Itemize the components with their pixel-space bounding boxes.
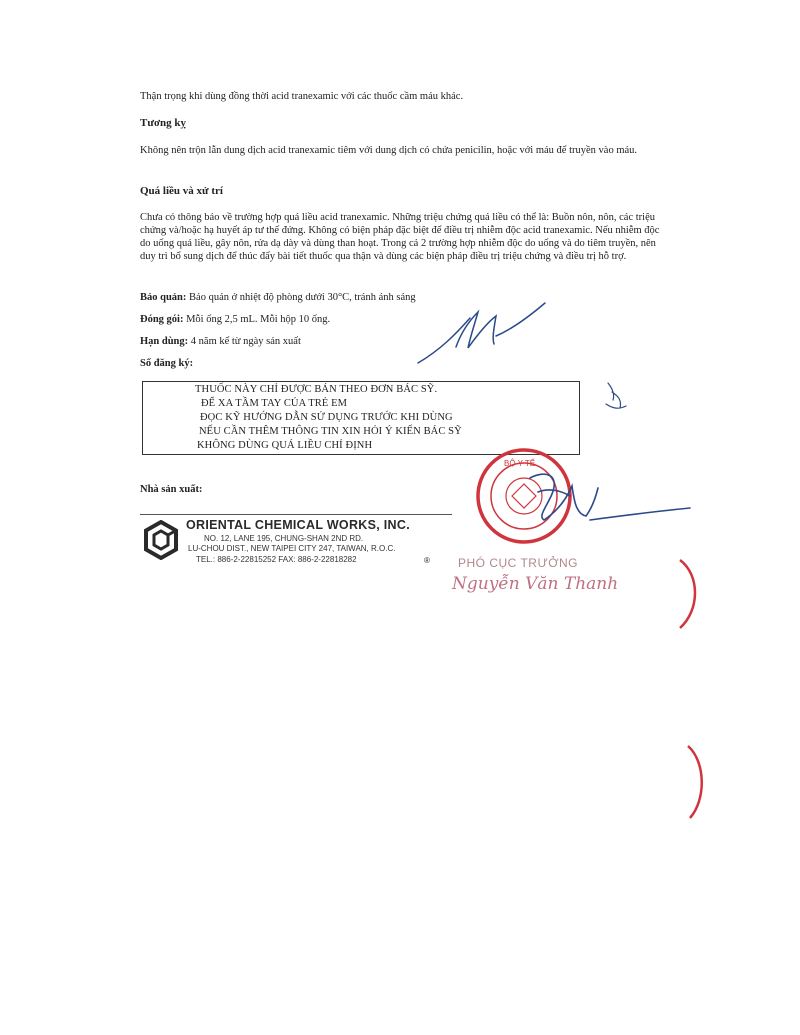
stamp-text: BỘ Y TẾ <box>504 459 536 468</box>
storage-value: Bảo quản ở nhiệt độ phòng dưới 30°C, tránh ánh sáng <box>189 292 416 303</box>
warning-line: KHÔNG DÙNG QUÁ LIỀU CHỈ ĐỊNH <box>197 440 373 451</box>
partial-stamp-icon <box>680 560 702 818</box>
shelf-life-label: Hạn dùng: <box>140 336 189 347</box>
warning-line: ĐỂ XA TẦM TAY CỦA TRẺ EM <box>201 398 348 409</box>
company-name: ORIENTAL CHEMICAL WORKS, INC. <box>186 518 410 532</box>
signature-icon <box>530 474 690 520</box>
warning-line: ĐỌC KỸ HƯỚNG DẪN SỬ DỤNG TRƯỚC KHI DÙNG <box>200 412 453 423</box>
compatibility-text: Không nên trộn lẫn dung dịch acid tranexamic tiêm với dung dịch có chứa penicilin, hoặc với máu để truyền vào máu. <box>140 145 638 156</box>
registration-label: Số đăng ký: <box>140 358 194 369</box>
packaging-value: Mỗi ống 2,5 mL. Mỗi hộp 10 ống. <box>186 314 331 325</box>
interactions-text: Thận trọng khi dùng đồng thời acid tranexamic với các thuốc cầm máu khác. <box>140 91 464 102</box>
warning-line: THUỐC NÀY CHỈ ĐƯỢC BÁN THEO ĐƠN BÁC SỸ. <box>195 384 438 395</box>
warning-line: NẾU CẦN THÊM THÔNG TIN XIN HỎI Ý KIẾN BÁC SỸ <box>199 426 462 437</box>
signature-icon <box>418 303 545 363</box>
company-address-line2: LU-CHOU DIST., NEW TAIPEI CITY 247, TAIWAN, R.O.C. <box>188 544 396 553</box>
official-name: Nguyễn Văn Thanh <box>452 574 619 594</box>
company-address-line1: NO. 12, LANE 195, CHUNG-SHAN 2ND RD. <box>204 534 364 543</box>
official-title: PHÓ CỤC TRƯỞNG <box>458 556 578 570</box>
manufacturer-label: Nhà sản xuất: <box>140 484 203 495</box>
overdose-heading: Quá liều và xử trí <box>140 185 223 197</box>
company-contact: TEL.: 886-2-22815252 FAX: 886-2-22818282 <box>196 555 357 564</box>
storage-label: Bảo quản: <box>140 292 187 303</box>
overdose-text: Chưa có thông báo về trường hợp quá liều acid tranexamic. Những triệu chứng quá liều có thể là: Buồn nôn, nôn, các triệu chứng và/hoặc hạ huyết áp tư thế đứng. Không có biện pháp đặc biệt để điều trị nhiễm độc acid tranexamic. Nếu nhiễm độc do uống quá liều, gây nôn, rửa dạ dày và dùng than hoạt. Trong cả 2 trường hợp nhiễm độc do uống và do tiêm truyền, nên duy trì bổ sung dịch để thúc đẩy bài tiết thuốc qua thận và dùng các biện pháp điều trị triệu chứng và điều trị hỗ trợ. <box>140 212 660 262</box>
registered-mark: ® <box>424 556 430 565</box>
packaging-label: Đóng gói: <box>140 314 184 325</box>
initials-icon <box>606 383 626 408</box>
compatibility-heading: Tương kỵ <box>140 117 187 129</box>
shelf-life-value: 4 năm kể từ ngày sản xuất <box>190 336 301 347</box>
